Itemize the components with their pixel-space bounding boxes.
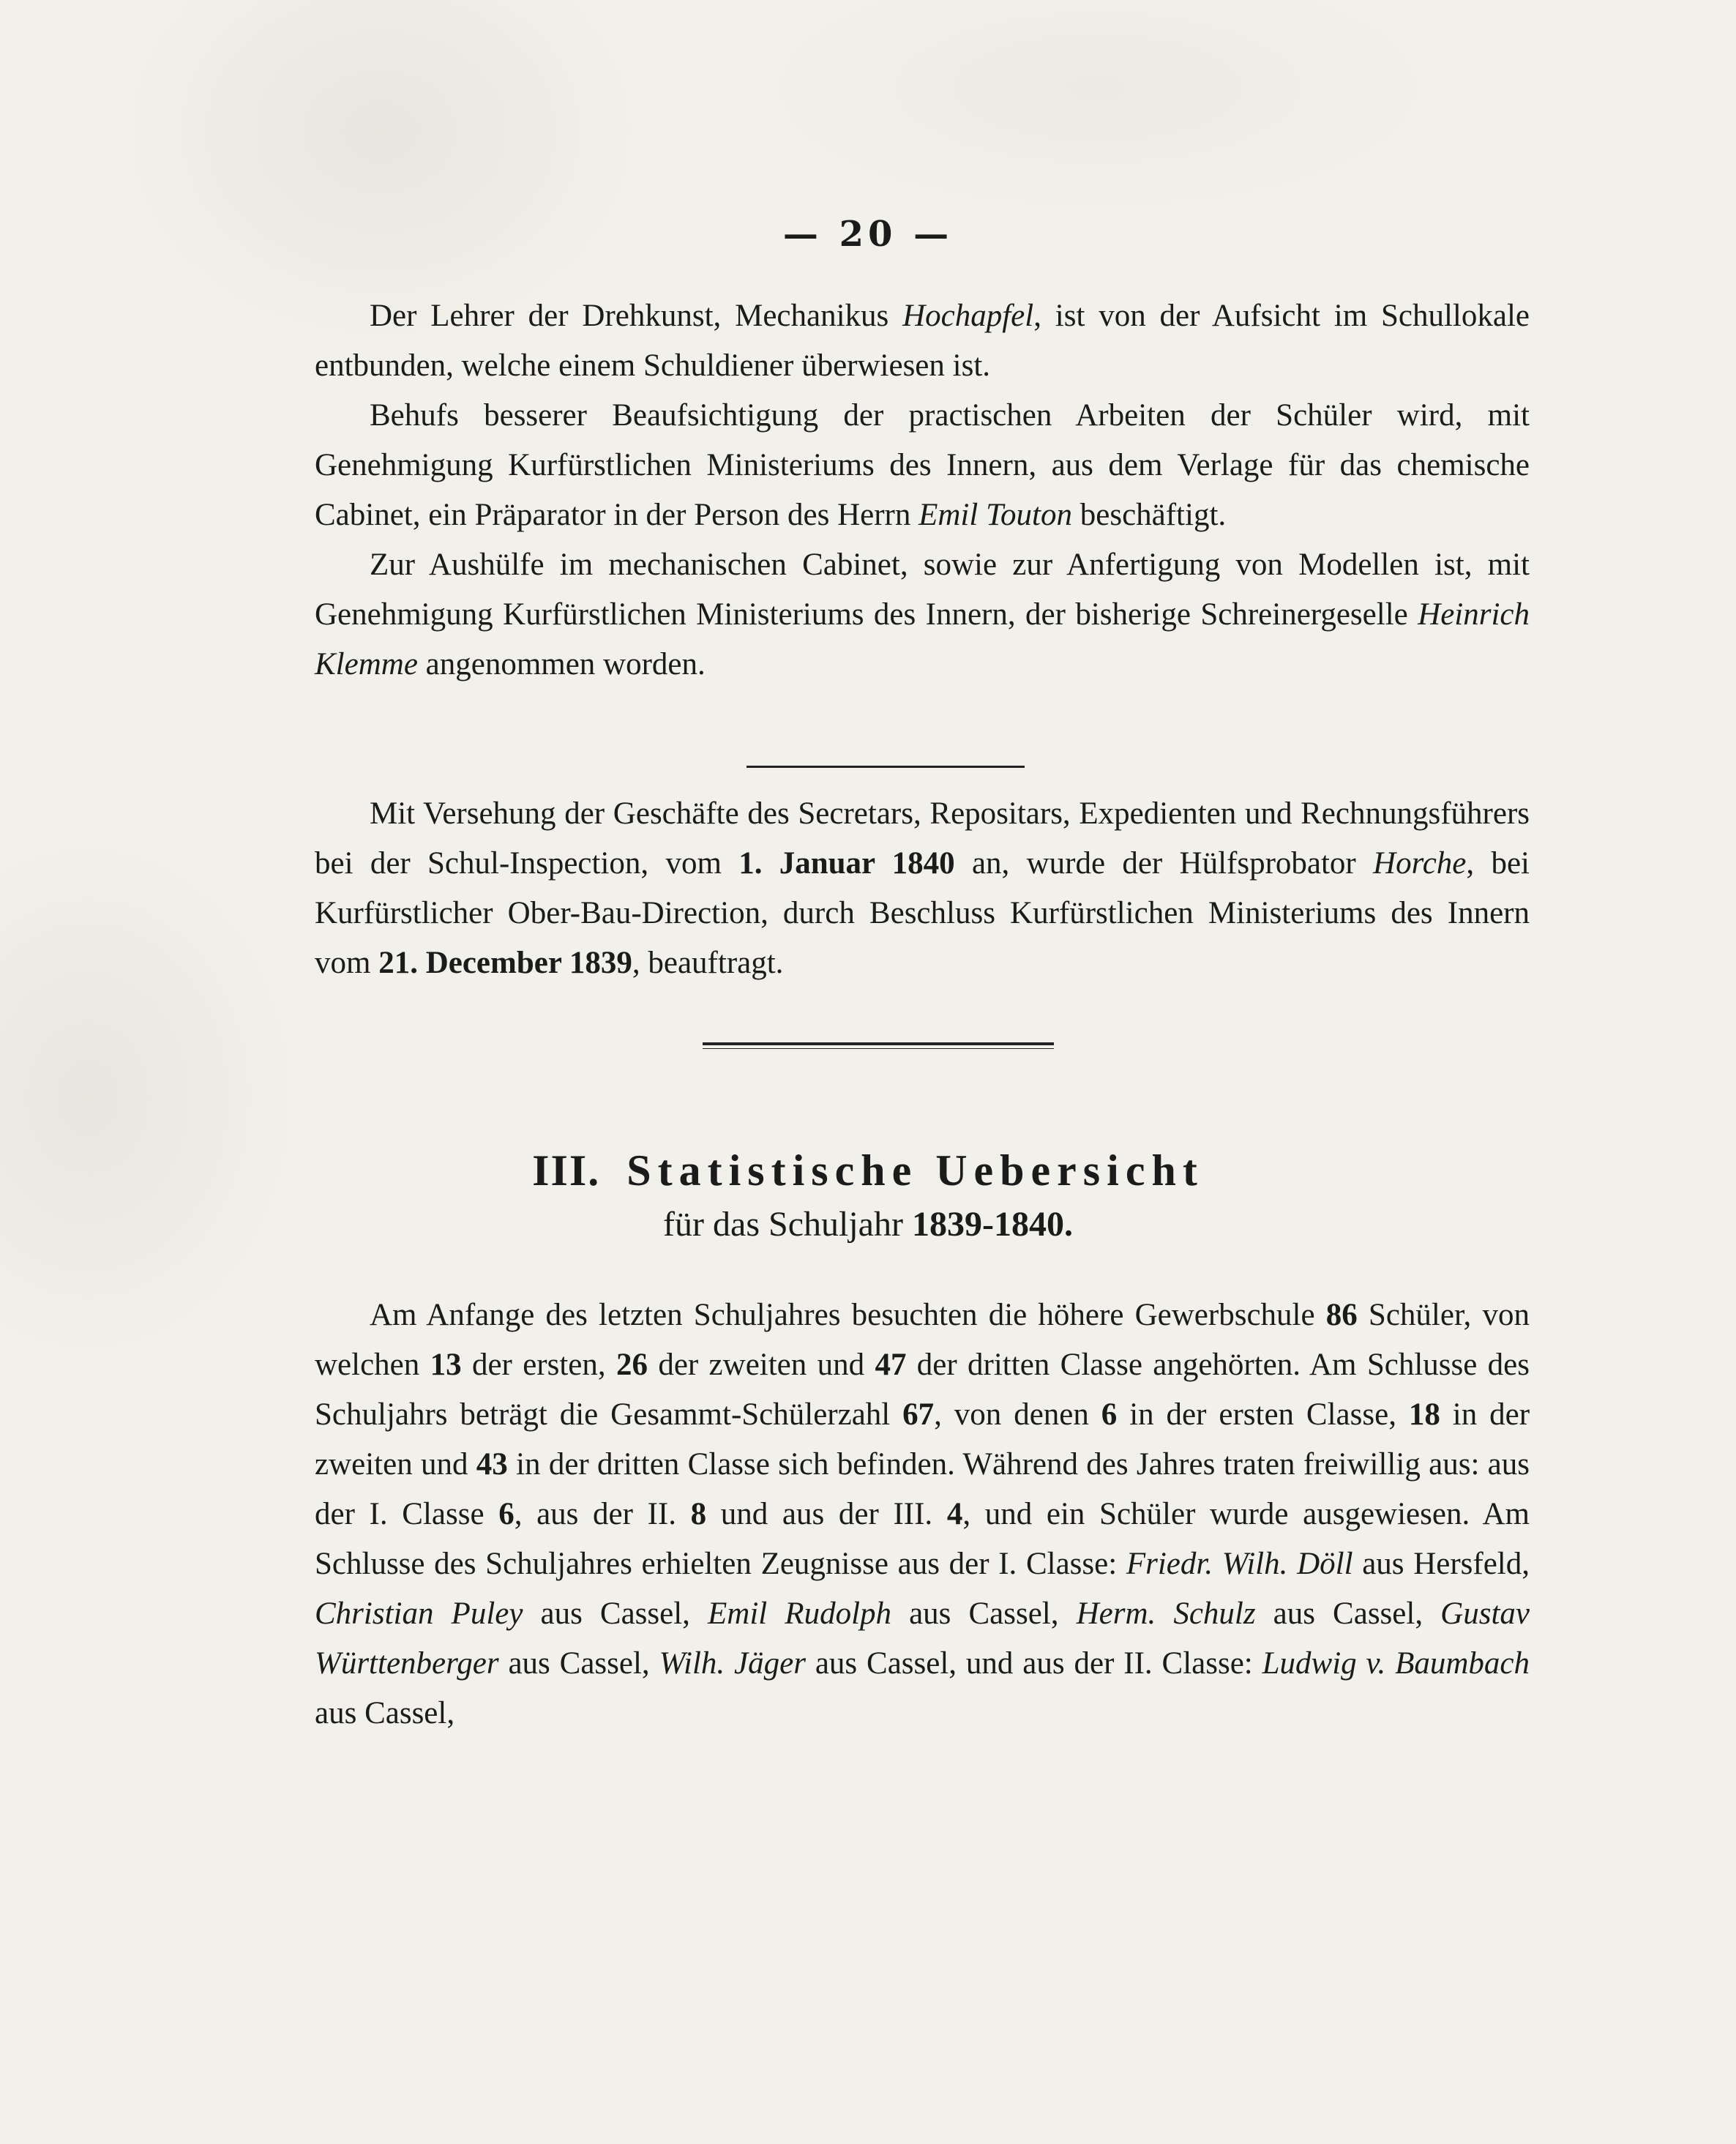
person-name: Emil Touton — [918, 498, 1072, 532]
heading-title: Statistische Uebersicht — [626, 1146, 1204, 1195]
student-name: Herm. Schulz — [1076, 1596, 1256, 1631]
student-name: Ludwig v. Baumbach — [1262, 1646, 1530, 1681]
page-number: — 20 — — [782, 214, 954, 255]
person-name: Hochapfel — [902, 299, 1034, 333]
paragraph: Behufs besserer Beaufsichtigung der practischen Arbeiten der Schüler wird, mit Genehmigung Kurfürstlichen Ministeriums des Innern, aus dem Verlage für das chemische Cabinet, ein Präparator in der Person des Herrn Emil Touton beschäftigt. — [315, 398, 1530, 532]
section-secretary — [315, 789, 1530, 988]
person-name: Horche — [1373, 846, 1467, 881]
section-subheading: für das Schuljahr 1839-1840. — [663, 1205, 1073, 1244]
paragraph: Zur Aushülfe im mechanischen Cabinet, sowie zur Anfertigung von Modellen ist, mit Genehmigung Kurfürstlichen Ministeriums des Innern, der bisherige Schreinergeselle Heinrich Klemme angenommen worden. — [315, 548, 1530, 681]
heading-number: III. — [532, 1146, 601, 1195]
section-divider — [747, 766, 1025, 768]
person-name: Heinrich Klemme — [315, 597, 1530, 681]
student-name: Friedr. Wilh. Döll — [1126, 1547, 1353, 1581]
student-name: Christian Puley — [315, 1596, 523, 1631]
section-statistics — [315, 1290, 1530, 1738]
section-staff-changes — [315, 291, 1530, 690]
student-name: Wilh. Jäger — [659, 1646, 806, 1681]
paragraph: Der Lehrer der Drehkunst, Mechanikus Hochapfel, ist von der Aufsicht im Schullokale entbunden, welche einem Schuldiener überwiesen ist. — [315, 299, 1530, 383]
section-heading — [0, 1146, 1736, 1196]
section-divider — [703, 1048, 1054, 1049]
student-name: Emil Rudolph — [708, 1596, 892, 1631]
paragraph: Mit Versehung der Geschäfte des Secretars, Repositars, Expedienten und Rechnungsführers bei der Schul-Inspection, vom 1. Januar 1840 an, wurde der Hülfsprobator Horche, bei Kurfürstlicher Ober-Bau-Direction, durch Beschluss Kurfürstlichen Ministeriums des Innern vom 21. December 1839, beauftragt. — [315, 796, 1530, 980]
student-name: Gustav Württenberger — [315, 1596, 1530, 1681]
section-divider — [703, 1042, 1054, 1045]
paragraph: Am Anfange des letzten Schuljahres besuchten die höhere Gewerbschule 86 Schüler, von welchen 13 der ersten, 26 der zweiten und 47 der dritten Classe angehörten. Am Schlusse des Schuljahrs beträgt die Gesammt-Schülerzahl 67, von denen 6 in der ersten Classe, 18 in der zweiten und 43 in der dritten Classe sich befinden. Während des Jahres traten freiwillig aus: aus der I. Classe 6, aus der II. 8 und aus der III. 4, und ein Schüler wurde ausgewiesen. Am Schlusse des Schuljahres erhielten Zeugnisse aus der I. Classe: Friedr. Wilh. Döll aus Hersfeld, Christian Puley aus Cassel, Emil Rudolph aus Cassel, Herm. Schulz aus Cassel, Gustav Württenberger aus Cassel, Wilh. Jäger aus Cassel, und aus der II. Classe: Ludwig v. Baumbach aus Cassel, — [315, 1298, 1530, 1730]
